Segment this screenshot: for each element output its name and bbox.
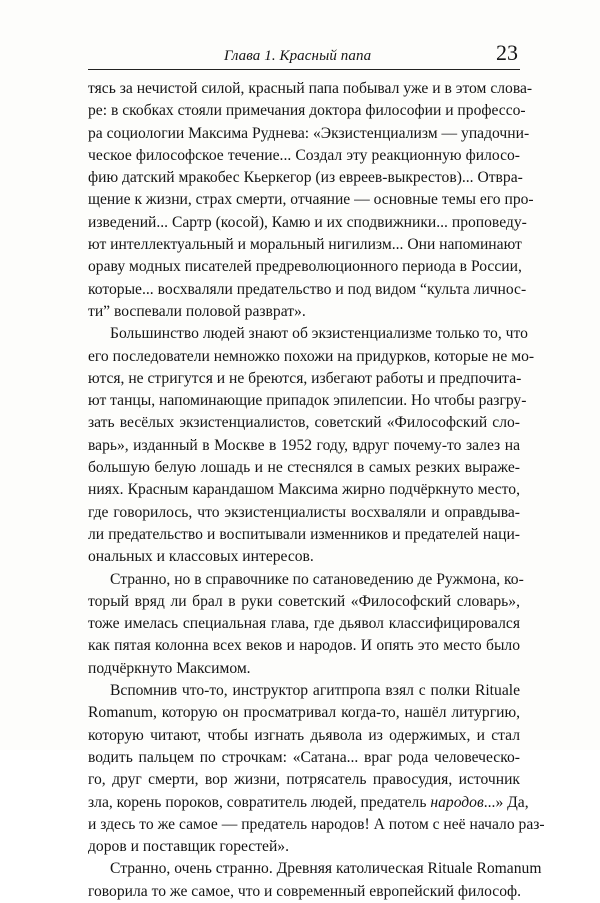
text-line: фию датский мракобес Кьеркегор (из евреев-выкрестов)... Отвра- — [88, 169, 523, 187]
running-title: Глава 1. Красный папа — [224, 48, 372, 64]
text-line: Romanum, которую он просматривал когда-то, нашёл литургию, — [88, 704, 520, 722]
paragraph-1 — [88, 78, 534, 323]
text-line: ются, не стригутся и не бреются, избегают работы и предпочита- — [88, 369, 522, 387]
text-line: ческое философское течение... Создал эту реакционную филосо- — [88, 146, 520, 164]
text-line: Странно, но в справочнике по сатановедению де Ружмона, ко- — [110, 570, 524, 588]
text-line: торый вряд ли брал в руки советский «Философский словарь», — [88, 592, 520, 610]
text-line: ра социологии Максима Руднева: «Экзистенциализм — упадочни- — [88, 124, 530, 142]
text-line: доров и поставщик горестей». — [88, 838, 290, 856]
text-line: тоже имелась специальная глава, где дьявол классифицировался — [88, 615, 520, 633]
text-line: Большинство людей знают об экзистенциализме только то, что — [110, 325, 528, 343]
text-line: его последователи немножко похожи на придурков, которые не мо- — [88, 347, 535, 365]
text-line: большую белую лошадь и не стеснялся в самых резких выраже- — [88, 459, 520, 477]
text-line: как пятая колонна всех веков и народов. И опять это место было — [88, 637, 520, 655]
text-line: ти” воспевали половой разврат». — [88, 302, 306, 320]
text-line: подчёркнуто Максимом. — [88, 659, 251, 677]
text-line: изведений... Сартр (косой), Камю и их сподвижники... проповеду- — [88, 213, 527, 231]
text-line: ют танцы, напоминающие припадок эпилепсии. Но чтобы разгру- — [88, 392, 527, 410]
body-text — [88, 78, 545, 903]
text-line: Вспомнив что-то, инструктор агитпропа взял с полки Rituale — [110, 682, 520, 700]
text-line: го, друг смерти, вор жизни, потрясатель правосудия, источник — [88, 771, 520, 789]
text-line: ональных и классовых интересов. — [88, 548, 314, 566]
page-header — [88, 40, 520, 70]
text-line: зать весёлых экзистенциалистов, советский «Философский сло- — [88, 414, 520, 432]
text-line: тясь за нечистой силой, красный папа побывал уже и в этом слова- — [88, 80, 533, 97]
text-line: говорила то же самое, что и современный европейский философ. — [88, 882, 522, 900]
text-line: ли предательство и воспитывали изменников и предателей наци- — [88, 525, 520, 543]
text-line: ют интеллектуальный и моральный нигилизм... Они напоминают — [88, 236, 522, 254]
text-line: варь», изданный в Москве в 1952 году, вдруг почему-то залез на — [88, 436, 520, 454]
italic-word: народов — [430, 793, 484, 811]
header-rule — [88, 69, 520, 70]
paragraph-4 — [88, 680, 545, 858]
text-fragment: зла, корень пороков, совратитель людей, предатель — [88, 793, 431, 811]
text-line: Странно, очень странно. Древняя католическая Rituale Romanum — [110, 860, 542, 878]
text-line: ре: в скобках стояли примечания доктора философии и профессо- — [88, 102, 526, 120]
text-line: которую читают, чтобы изгнать дьявола из одержимых, и стал — [88, 726, 520, 744]
text-line: щение к жизни, страх смерти, отчаяние — основные темы его про- — [88, 191, 534, 209]
paragraph-3 — [88, 569, 524, 680]
text-line: которые... восхваляли предательство и под видом “культа личнос- — [88, 280, 527, 298]
page-number: 23 — [496, 40, 518, 65]
text-fragment: ...» Да, — [483, 793, 529, 811]
text-line: и здесь то же самое — предатель народов! А потом с неё начало раз- — [88, 815, 545, 833]
text-line: где говорилось, что экзистенциалисты восхваляли и оправдыва- — [88, 503, 520, 521]
text-line: ораву модных писателей предреволюционного периода в России, — [88, 258, 522, 276]
text-line: водить пальцем по строчкам: «Сатана... враг рода человеческо- — [88, 748, 520, 766]
paragraph-2 — [88, 323, 535, 568]
text-line: ниях. Красным карандашом Максима жирно подчёркнуто место, — [88, 481, 520, 499]
text-line — [88, 792, 529, 814]
paragraph-5 — [88, 858, 542, 903]
